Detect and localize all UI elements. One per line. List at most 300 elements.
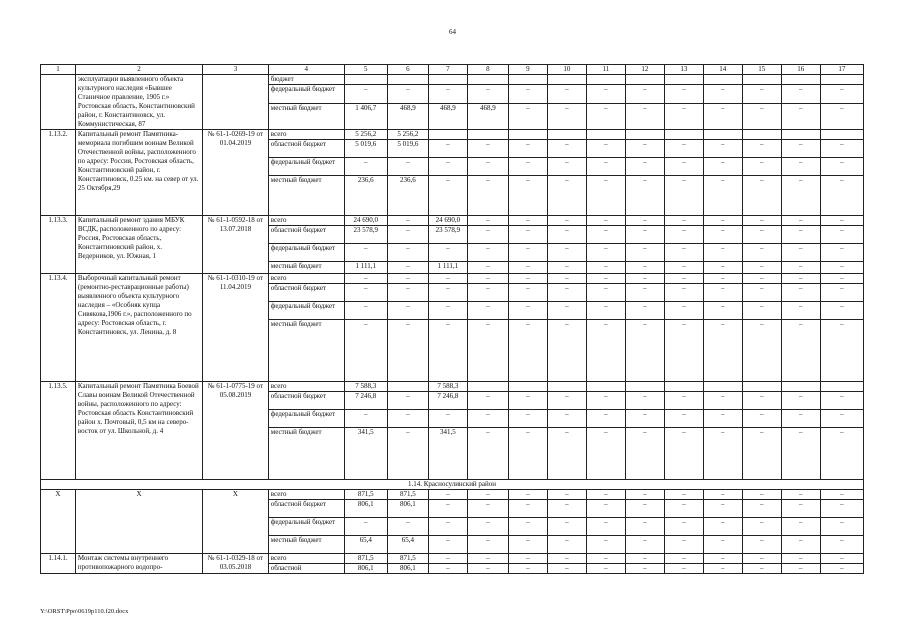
column-header-11: 11 — [586, 65, 625, 75]
amount-cell: – — [547, 428, 586, 480]
amount-cell: – — [387, 262, 428, 274]
amount-cell: – — [467, 392, 508, 410]
amount-cell: – — [664, 564, 703, 574]
amount-cell — [428, 75, 467, 85]
amount-cell: – — [742, 392, 781, 410]
amount-cell: – — [547, 262, 586, 274]
column-header-12: 12 — [625, 65, 664, 75]
amount-cell: – — [547, 302, 586, 320]
amount-cell: – — [664, 536, 703, 554]
amount-cell: 1 406,7 — [344, 103, 387, 130]
amount-cell: – — [428, 490, 467, 500]
column-header-13: 13 — [664, 65, 703, 75]
amount-cell: – — [781, 302, 820, 320]
amount-cell: – — [742, 176, 781, 216]
amount-cell: – — [781, 103, 820, 130]
amount-cell: – — [586, 490, 625, 500]
amount-cell: – — [586, 392, 625, 410]
amount-cell: – — [703, 302, 742, 320]
amount-cell: – — [428, 176, 467, 216]
amount-cell: – — [467, 158, 508, 176]
amount-cell: – — [428, 284, 467, 302]
amount-cell: – — [547, 216, 586, 226]
item-number — [41, 75, 76, 130]
amount-cell: – — [703, 518, 742, 536]
amount-cell: 5 256,2 — [344, 130, 387, 140]
amount-cell: – — [625, 490, 664, 500]
footer-file-path: Y:\ORST\Ppo\0619p110.f20.docx — [40, 608, 129, 615]
amount-cell: 871,5 — [387, 554, 428, 564]
amount-cell: – — [344, 518, 387, 536]
amount-cell: – — [820, 85, 863, 103]
amount-cell: – — [664, 320, 703, 382]
amount-cell: – — [508, 564, 547, 574]
funding-source: местный бюджет — [268, 176, 344, 216]
funding-source: федеральный бюджет — [268, 244, 344, 262]
amount-cell: – — [508, 302, 547, 320]
amount-cell: – — [820, 518, 863, 536]
amount-cell: – — [586, 518, 625, 536]
amount-cell: 7 588,3 — [344, 382, 387, 392]
amount-cell: – — [781, 274, 820, 284]
expertise-conclusion: № 61-1-0310-19 от 11.04.2019 — [203, 274, 269, 382]
amount-cell: – — [703, 500, 742, 518]
amount-cell: 806,1 — [387, 500, 428, 518]
amount-cell: – — [781, 490, 820, 500]
amount-cell: – — [467, 490, 508, 500]
amount-cell: – — [781, 176, 820, 216]
amount-cell: – — [547, 500, 586, 518]
amount-cell: – — [625, 320, 664, 382]
table-row — [41, 554, 864, 564]
column-header-10: 10 — [547, 65, 586, 75]
amount-cell — [467, 130, 508, 140]
amount-cell: – — [820, 320, 863, 382]
amount-cell: – — [625, 176, 664, 216]
amount-cell: – — [428, 536, 467, 554]
amount-cell — [781, 130, 820, 140]
amount-cell: – — [467, 85, 508, 103]
amount-cell: – — [508, 274, 547, 284]
amount-cell: 24 690,0 — [344, 216, 387, 226]
amount-cell — [664, 382, 703, 392]
table-row — [41, 490, 864, 500]
funding-source: бюджет — [268, 75, 344, 85]
amount-cell: – — [467, 536, 508, 554]
column-number-row — [41, 65, 864, 75]
funding-source: федеральный бюджет — [268, 518, 344, 536]
amount-cell: – — [742, 518, 781, 536]
amount-cell: – — [781, 216, 820, 226]
amount-cell: – — [625, 284, 664, 302]
funding-source: всего — [268, 274, 344, 284]
amount-cell: – — [586, 216, 625, 226]
amount-cell: – — [664, 410, 703, 428]
amount-cell: – — [664, 274, 703, 284]
amount-cell: 65,4 — [344, 536, 387, 554]
amount-cell: – — [467, 410, 508, 428]
amount-cell: – — [742, 428, 781, 480]
amount-cell: – — [703, 410, 742, 428]
funding-source: областной бюджет — [268, 140, 344, 158]
amount-cell: – — [547, 274, 586, 284]
amount-cell: – — [586, 284, 625, 302]
amount-cell: 7 588,3 — [428, 382, 467, 392]
column-header-17: 17 — [820, 65, 863, 75]
amount-cell: – — [387, 320, 428, 382]
amount-cell: 24 690,0 — [428, 216, 467, 226]
amount-cell: – — [781, 140, 820, 158]
amount-cell: – — [344, 244, 387, 262]
object-name: Капитальный ремонт здания МБУК ВСДК, расположенного по адресу: Россия, Ростовская область, Константиновский район, х. Ведерников, ул. Южная, 1 — [75, 216, 202, 274]
amount-cell: – — [625, 140, 664, 158]
amount-cell: – — [703, 490, 742, 500]
amount-cell: – — [387, 410, 428, 428]
funding-source: областной бюджет — [268, 284, 344, 302]
amount-cell: – — [387, 518, 428, 536]
amount-cell: – — [467, 428, 508, 480]
amount-cell — [625, 130, 664, 140]
amount-cell: 871,5 — [344, 490, 387, 500]
amount-cell: – — [742, 410, 781, 428]
table-row — [41, 75, 864, 85]
amount-cell: – — [703, 262, 742, 274]
table-row — [41, 130, 864, 140]
amount-cell: – — [508, 158, 547, 176]
column-header-3: 3 — [203, 65, 269, 75]
amount-cell: – — [664, 490, 703, 500]
amount-cell: – — [467, 500, 508, 518]
amount-cell: – — [664, 262, 703, 274]
amount-cell: 236,6 — [344, 176, 387, 216]
amount-cell: – — [703, 244, 742, 262]
amount-cell: – — [781, 226, 820, 244]
amount-cell: – — [387, 85, 428, 103]
amount-cell: – — [625, 262, 664, 274]
funding-source: местный бюджет — [268, 428, 344, 480]
funding-source: областной бюджет — [268, 500, 344, 518]
amount-cell: – — [467, 554, 508, 564]
funding-source: всего — [268, 382, 344, 392]
amount-cell: 5 256,2 — [387, 130, 428, 140]
amount-cell: – — [467, 274, 508, 284]
amount-cell: – — [781, 85, 820, 103]
amount-cell: – — [742, 284, 781, 302]
amount-cell: – — [664, 158, 703, 176]
amount-cell: – — [625, 302, 664, 320]
amount-cell: – — [508, 140, 547, 158]
amount-cell: – — [467, 262, 508, 274]
amount-cell: – — [387, 216, 428, 226]
amount-cell: 806,1 — [344, 564, 387, 574]
amount-cell — [625, 382, 664, 392]
funding-source: областной бюджет — [268, 226, 344, 244]
amount-cell: 468,9 — [467, 103, 508, 130]
column-header-9: 9 — [508, 65, 547, 75]
amount-cell: – — [742, 274, 781, 284]
funding-source: всего — [268, 216, 344, 226]
amount-cell: – — [547, 564, 586, 574]
amount-cell: – — [547, 320, 586, 382]
amount-cell — [586, 382, 625, 392]
amount-cell: – — [428, 320, 467, 382]
amount-cell: – — [428, 302, 467, 320]
amount-cell: – — [547, 392, 586, 410]
amount-cell — [467, 75, 508, 85]
amount-cell: – — [781, 554, 820, 564]
amount-cell: – — [664, 103, 703, 130]
amount-cell: – — [508, 216, 547, 226]
amount-cell: – — [547, 536, 586, 554]
amount-cell: 236,6 — [387, 176, 428, 216]
table-row — [41, 274, 864, 284]
amount-cell: – — [467, 226, 508, 244]
amount-cell: – — [625, 244, 664, 262]
amount-cell: – — [508, 392, 547, 410]
amount-cell: – — [625, 392, 664, 410]
amount-cell: – — [387, 284, 428, 302]
amount-cell: – — [508, 85, 547, 103]
amount-cell: – — [742, 536, 781, 554]
amount-cell: – — [344, 274, 387, 284]
amount-cell: – — [703, 158, 742, 176]
amount-cell: – — [703, 536, 742, 554]
amount-cell: – — [547, 518, 586, 536]
amount-cell — [820, 75, 863, 85]
amount-cell: – — [508, 284, 547, 302]
amount-cell: 468,9 — [428, 103, 467, 130]
amount-cell: – — [820, 140, 863, 158]
funding-source: всего — [268, 490, 344, 500]
amount-cell — [820, 382, 863, 392]
item-number: 1.13.2. — [41, 130, 76, 216]
amount-cell: – — [508, 518, 547, 536]
amount-cell: – — [586, 85, 625, 103]
amount-cell: – — [586, 176, 625, 216]
amount-cell: – — [820, 302, 863, 320]
amount-cell: – — [387, 428, 428, 480]
amount-cell: – — [387, 392, 428, 410]
amount-cell — [664, 75, 703, 85]
amount-cell — [742, 382, 781, 392]
amount-cell: – — [625, 226, 664, 244]
column-header-4: 4 — [268, 65, 344, 75]
amount-cell: – — [428, 244, 467, 262]
amount-cell — [508, 382, 547, 392]
amount-cell: – — [742, 262, 781, 274]
amount-cell: – — [820, 500, 863, 518]
amount-cell — [508, 130, 547, 140]
amount-cell — [703, 382, 742, 392]
amount-cell: 341,5 — [428, 428, 467, 480]
amount-cell: – — [586, 158, 625, 176]
amount-cell: – — [428, 518, 467, 536]
amount-cell — [547, 130, 586, 140]
amount-cell: 1 111,1 — [344, 262, 387, 274]
amount-cell: – — [664, 554, 703, 564]
amount-cell — [508, 75, 547, 85]
amount-cell: – — [742, 226, 781, 244]
amount-cell: – — [508, 554, 547, 564]
amount-cell: – — [781, 262, 820, 274]
amount-cell: – — [742, 320, 781, 382]
section-header-row — [41, 480, 864, 490]
amount-cell: – — [467, 244, 508, 262]
amount-cell: – — [664, 140, 703, 158]
amount-cell: – — [664, 176, 703, 216]
amount-cell — [387, 382, 428, 392]
amount-cell: – — [344, 410, 387, 428]
amount-cell: – — [547, 410, 586, 428]
funding-source: всего — [268, 130, 344, 140]
amount-cell: – — [586, 274, 625, 284]
amount-cell: – — [467, 320, 508, 382]
amount-cell: – — [387, 226, 428, 244]
amount-cell: – — [508, 428, 547, 480]
object-name: Выборочный капитальный ремонт (ремонтно-реставрационные работы) выявленного объекта культурного наследия – «Особняк купца Сивякова,1906 г.», расположенного по адресу: Ростовская область, г. Константиновск, ул. Ленина, д. 8 — [75, 274, 202, 382]
amount-cell: – — [547, 176, 586, 216]
amount-cell: – — [467, 564, 508, 574]
amount-cell: – — [781, 410, 820, 428]
item-number: 1.13.5. — [41, 382, 76, 480]
section-title: 1.14. Красносулинский район — [41, 480, 864, 490]
amount-cell: – — [428, 554, 467, 564]
amount-cell: – — [742, 500, 781, 518]
amount-cell: – — [625, 564, 664, 574]
amount-cell: – — [508, 226, 547, 244]
amount-cell: – — [508, 500, 547, 518]
amount-cell: – — [820, 158, 863, 176]
funding-source: федеральный бюджет — [268, 85, 344, 103]
amount-cell: – — [344, 320, 387, 382]
amount-cell: – — [428, 410, 467, 428]
amount-cell: – — [586, 428, 625, 480]
amount-cell: – — [547, 284, 586, 302]
amount-cell — [586, 75, 625, 85]
amount-cell: – — [547, 226, 586, 244]
amount-cell: – — [703, 85, 742, 103]
amount-cell: 871,5 — [344, 554, 387, 564]
amount-cell: – — [664, 244, 703, 262]
amount-cell: – — [586, 410, 625, 428]
amount-cell: – — [664, 226, 703, 244]
column-header-7: 7 — [428, 65, 467, 75]
amount-cell: – — [508, 320, 547, 382]
amount-cell — [781, 382, 820, 392]
amount-cell: 7 246,8 — [428, 392, 467, 410]
amount-cell: – — [781, 428, 820, 480]
amount-cell — [820, 130, 863, 140]
amount-cell: – — [664, 284, 703, 302]
amount-cell: – — [703, 554, 742, 564]
amount-cell: – — [820, 176, 863, 216]
amount-cell: – — [586, 244, 625, 262]
expertise-conclusion: № 61-1-0592-18 от 13.07.2018 — [203, 216, 269, 274]
amount-cell: – — [586, 500, 625, 518]
amount-cell: 65,4 — [387, 536, 428, 554]
amount-cell: 23 578,9 — [344, 226, 387, 244]
amount-cell: – — [820, 262, 863, 274]
amount-cell: – — [742, 103, 781, 130]
amount-cell: – — [344, 85, 387, 103]
object-name: Капитальный ремонт Памятника Боевой Славы воинам Великой Отечественной войны, расположенного по адресу: Ростовская область Константиновский район х. Почтовый, 0,5 км на северо-восток от ул. Школьной, д. 4 — [75, 382, 202, 480]
funding-source: всего — [268, 554, 344, 564]
expertise-conclusion: Х — [203, 490, 269, 554]
amount-cell: – — [625, 216, 664, 226]
amount-cell: – — [742, 564, 781, 574]
amount-cell: – — [344, 302, 387, 320]
item-number: 1.13.4. — [41, 274, 76, 382]
amount-cell: – — [742, 158, 781, 176]
amount-cell: – — [508, 176, 547, 216]
amount-cell: – — [703, 284, 742, 302]
amount-cell — [625, 75, 664, 85]
amount-cell: 1 111,1 — [428, 262, 467, 274]
funding-source: федеральный бюджет — [268, 158, 344, 176]
amount-cell: – — [547, 140, 586, 158]
amount-cell: 341,5 — [344, 428, 387, 480]
amount-cell: – — [820, 244, 863, 262]
amount-cell: – — [820, 554, 863, 564]
amount-cell: – — [428, 85, 467, 103]
amount-cell: – — [428, 140, 467, 158]
amount-cell: – — [664, 85, 703, 103]
amount-cell: – — [625, 158, 664, 176]
amount-cell: – — [820, 216, 863, 226]
amount-cell: – — [508, 103, 547, 130]
amount-cell: – — [703, 216, 742, 226]
funding-source: областной — [268, 564, 344, 574]
amount-cell: – — [586, 564, 625, 574]
amount-cell — [547, 382, 586, 392]
funding-source: местный бюджет — [268, 536, 344, 554]
amount-cell: – — [742, 302, 781, 320]
amount-cell: – — [703, 392, 742, 410]
amount-cell: – — [742, 554, 781, 564]
budget-table — [40, 64, 864, 574]
amount-cell: – — [781, 320, 820, 382]
amount-cell: – — [625, 85, 664, 103]
expertise-conclusion: № 61-1-0269-19 от 01.04.2019 — [203, 130, 269, 216]
amount-cell: – — [703, 140, 742, 158]
amount-cell: – — [820, 226, 863, 244]
amount-cell — [547, 75, 586, 85]
amount-cell: – — [781, 284, 820, 302]
amount-cell: – — [742, 85, 781, 103]
amount-cell — [703, 130, 742, 140]
amount-cell — [703, 75, 742, 85]
funding-source: местный бюджет — [268, 103, 344, 130]
object-name: эксплуатации выявленного объекта культурного наследия «Бывшее Станичное правление, 1905 г.» Ростовская область, Константиновский район, г. Константиновск, ул. Коммунистическая, 87 — [75, 75, 202, 130]
amount-cell: – — [625, 428, 664, 480]
expertise-conclusion — [203, 75, 269, 130]
amount-cell: 806,1 — [344, 500, 387, 518]
amount-cell — [467, 382, 508, 392]
amount-cell: 871,5 — [387, 490, 428, 500]
amount-cell: – — [781, 244, 820, 262]
amount-cell — [781, 75, 820, 85]
funding-source: местный бюджет — [268, 262, 344, 274]
amount-cell: 23 578,9 — [428, 226, 467, 244]
amount-cell: – — [703, 274, 742, 284]
amount-cell: – — [820, 274, 863, 284]
amount-cell: – — [742, 140, 781, 158]
amount-cell: – — [387, 158, 428, 176]
amount-cell: – — [820, 103, 863, 130]
amount-cell: – — [703, 320, 742, 382]
amount-cell: – — [547, 490, 586, 500]
amount-cell — [586, 130, 625, 140]
